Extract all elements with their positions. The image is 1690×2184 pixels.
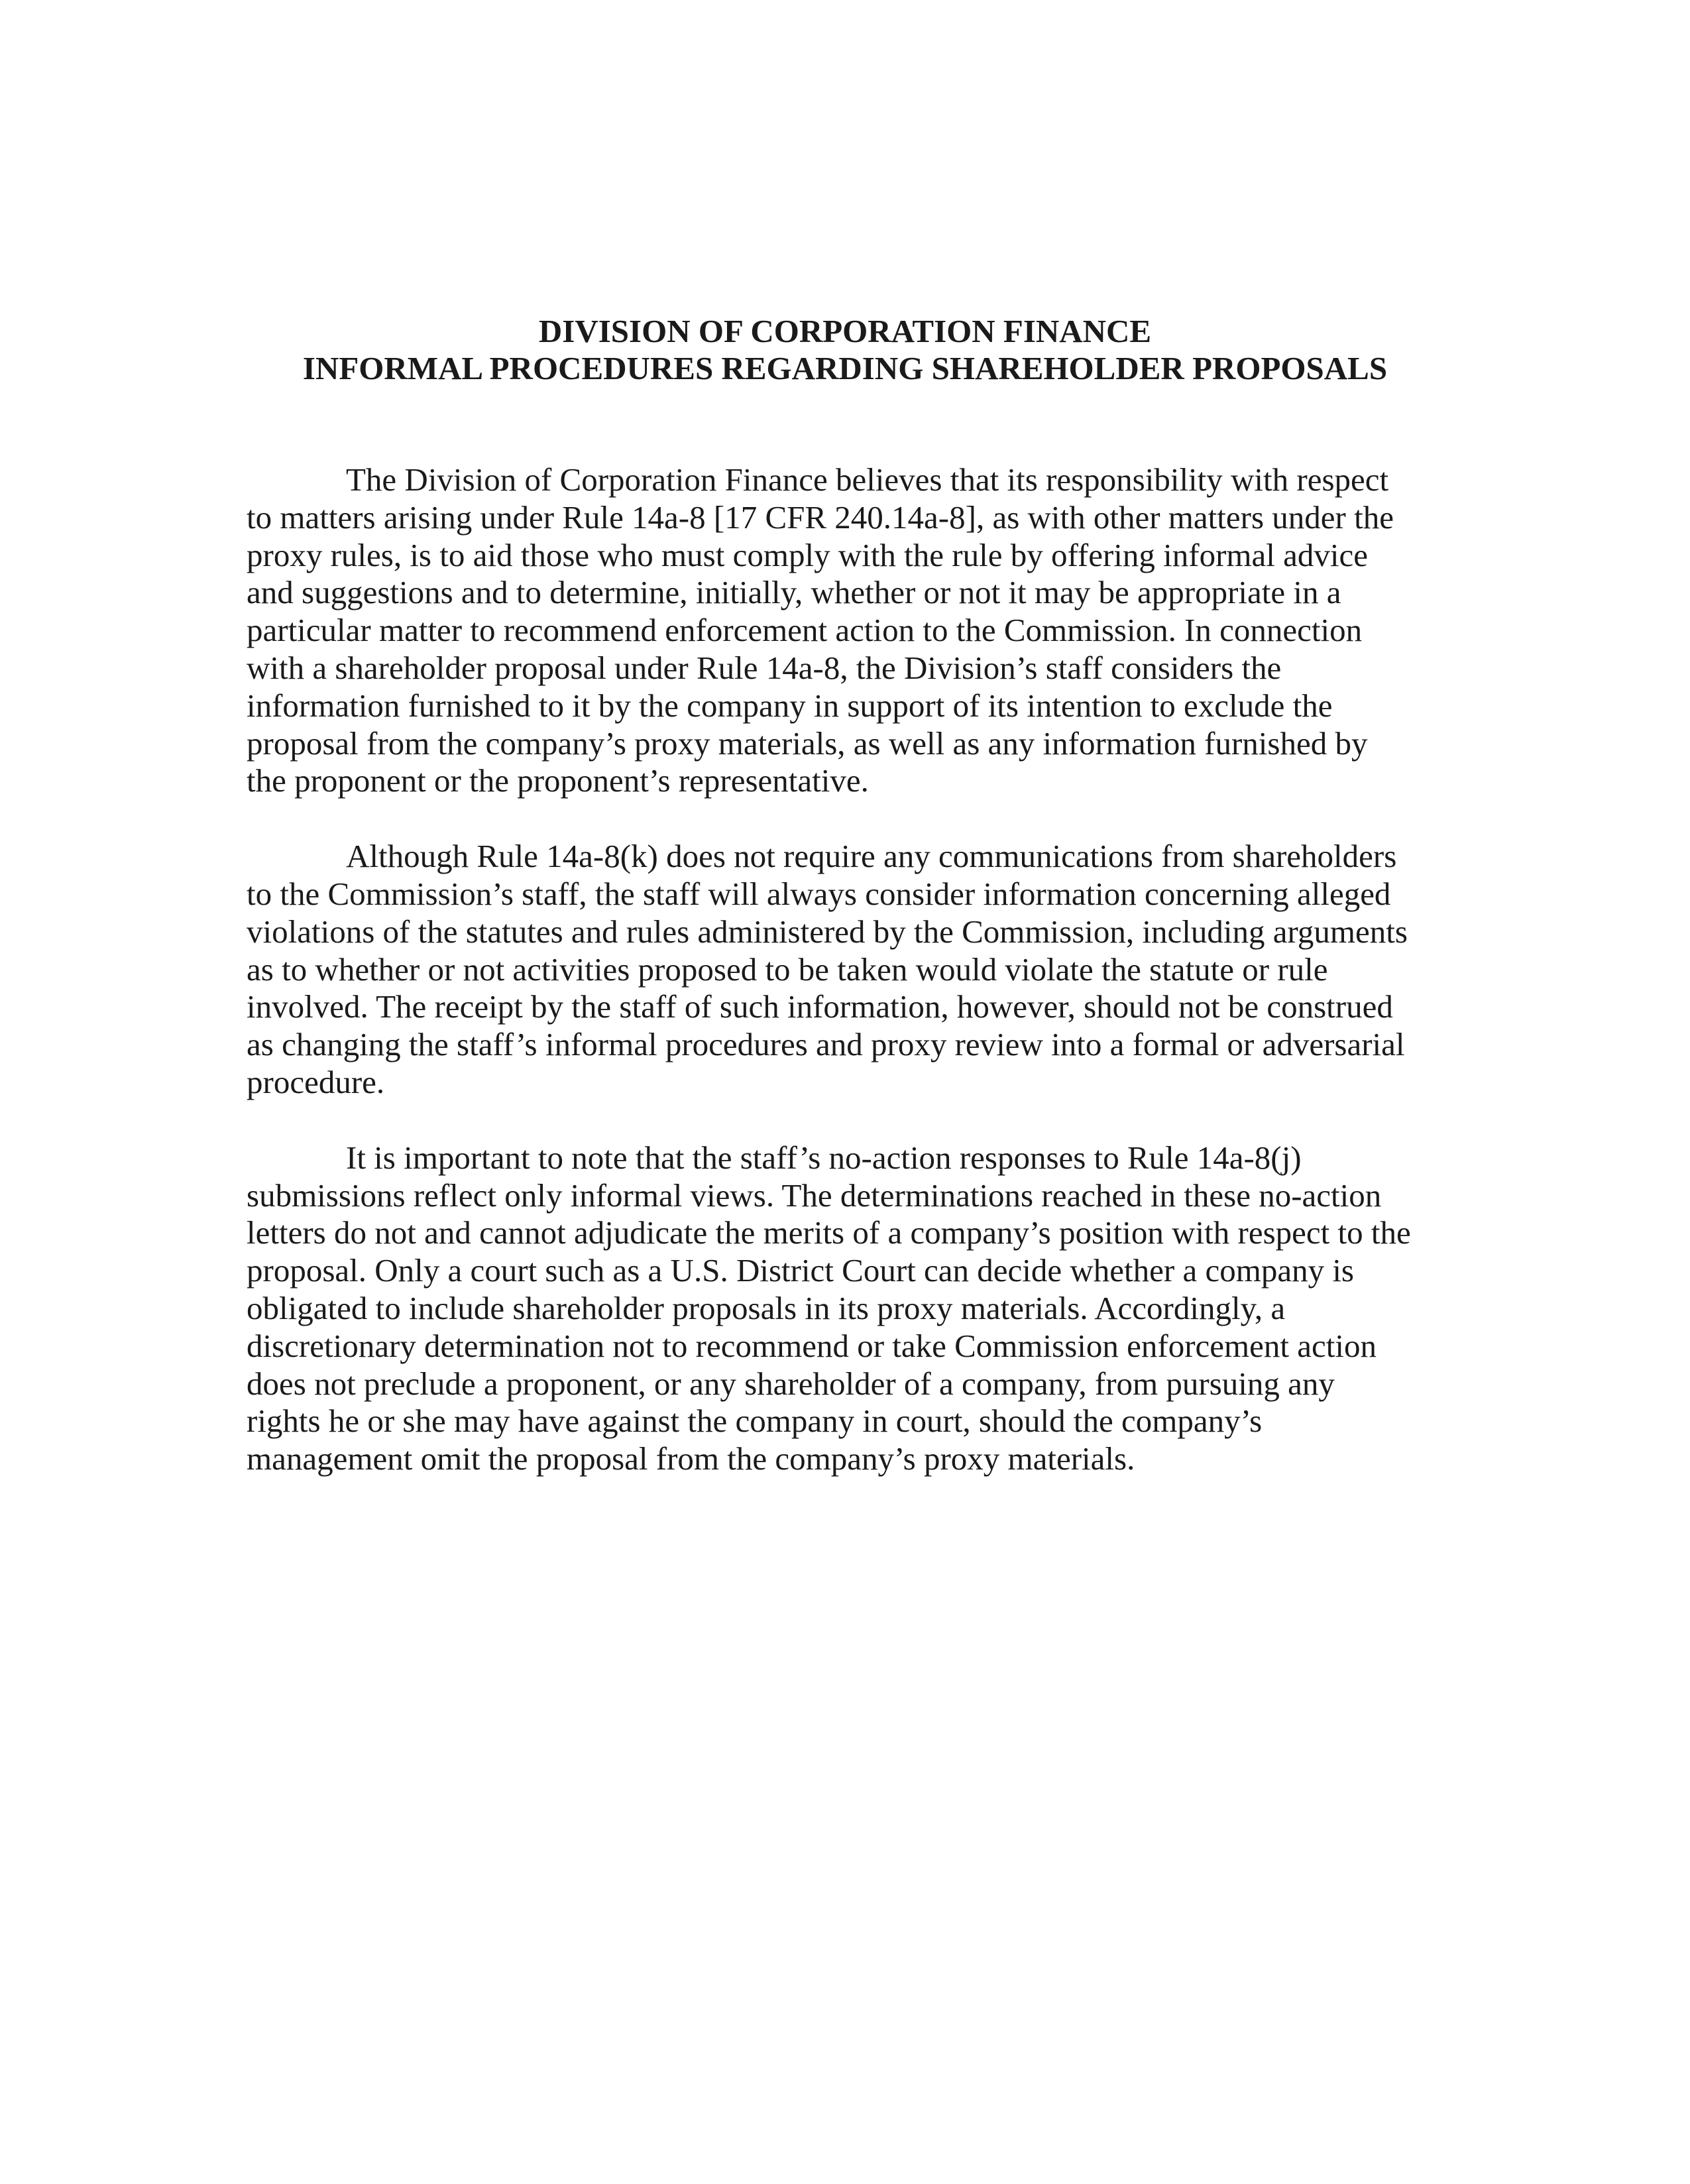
- paragraph-line: obligated to include shareholder proposals in its proxy materials. Accordingly, a: [247, 1289, 1286, 1326]
- paragraph-3: [247, 1139, 1459, 1478]
- paragraph-line: does not preclude a proponent, or any shareholder of a company, from pursuing any: [247, 1365, 1335, 1402]
- paragraph-line: Although Rule 14a-8(k) does not require any communications from shareholders: [346, 838, 1397, 875]
- paragraph-line: particular matter to recommend enforcement action to the Commission. In connection: [247, 612, 1363, 649]
- document-title-line-2: INFORMAL PROCEDURES REGARDING SHAREHOLDER PROPOSALS: [302, 350, 1388, 386]
- paragraph-line: letters do not and cannot adjudicate the merits of a company’s position with respect to the: [247, 1214, 1411, 1251]
- paragraph-spacer: [247, 1102, 1459, 1139]
- document-body: [247, 461, 1459, 1478]
- paragraph-line: submissions reflect only informal views. The determinations reached in these no-action: [247, 1177, 1382, 1214]
- paragraph-line: procedure.: [247, 1063, 385, 1100]
- paragraph-line: involved. The receipt by the staff of such information, however, should not be construed: [247, 988, 1393, 1025]
- paragraph-line: with a shareholder proposal under Rule 14a-8, the Division’s staff considers the: [247, 649, 1282, 686]
- paragraph-line: proxy rules, is to aid those who must comply with the rule by offering informal advice: [247, 536, 1368, 573]
- paragraph-line: and suggestions and to determine, initially, whether or not it may be appropriate in a: [247, 574, 1341, 611]
- paragraph-line: the proponent or the proponent’s representative.: [247, 762, 869, 799]
- paragraph-line: as changing the staff’s informal procedures and proxy review into a formal or adversarial: [247, 1026, 1405, 1063]
- paragraph-line: as to whether or not activities proposed to be taken would violate the statute or rule: [247, 950, 1328, 988]
- paragraph-line: rights he or she may have against the company in court, should the company’s: [247, 1403, 1263, 1440]
- paragraph-line: to matters arising under Rule 14a-8 [17 CFR 240.14a-8], as with other matters under the: [247, 498, 1394, 536]
- paragraph-line: It is important to note that the staff’s no-action responses to Rule 14a-8(j): [346, 1139, 1302, 1176]
- paragraph-line: discretionary determination not to recommend or take Commission enforcement action: [247, 1327, 1377, 1364]
- document-title-line-1: DIVISION OF CORPORATION FINANCE: [538, 313, 1152, 349]
- paragraph-line: management omit the proposal from the company’s proxy materials.: [247, 1440, 1135, 1477]
- paragraph-line: proposal from the company’s proxy materials, as well as any information furnished by: [247, 724, 1368, 762]
- paragraph-line: violations of the statutes and rules administered by the Commission, including arguments: [247, 913, 1408, 950]
- paragraph-2: [247, 838, 1459, 1102]
- paragraph-line: The Division of Corporation Finance believes that its responsibility with respect: [346, 461, 1389, 498]
- paragraph-line: proposal. Only a court such as a U.S. District Court can decide whether a company is: [247, 1252, 1355, 1289]
- paragraph-spacer: [247, 800, 1459, 838]
- paragraph-line: information furnished to it by the company in support of its intention to exclude the: [247, 687, 1333, 724]
- paragraph-line: to the Commission’s staff, the staff will always consider information concerning alleged: [247, 875, 1391, 912]
- paragraph-1: [247, 461, 1459, 800]
